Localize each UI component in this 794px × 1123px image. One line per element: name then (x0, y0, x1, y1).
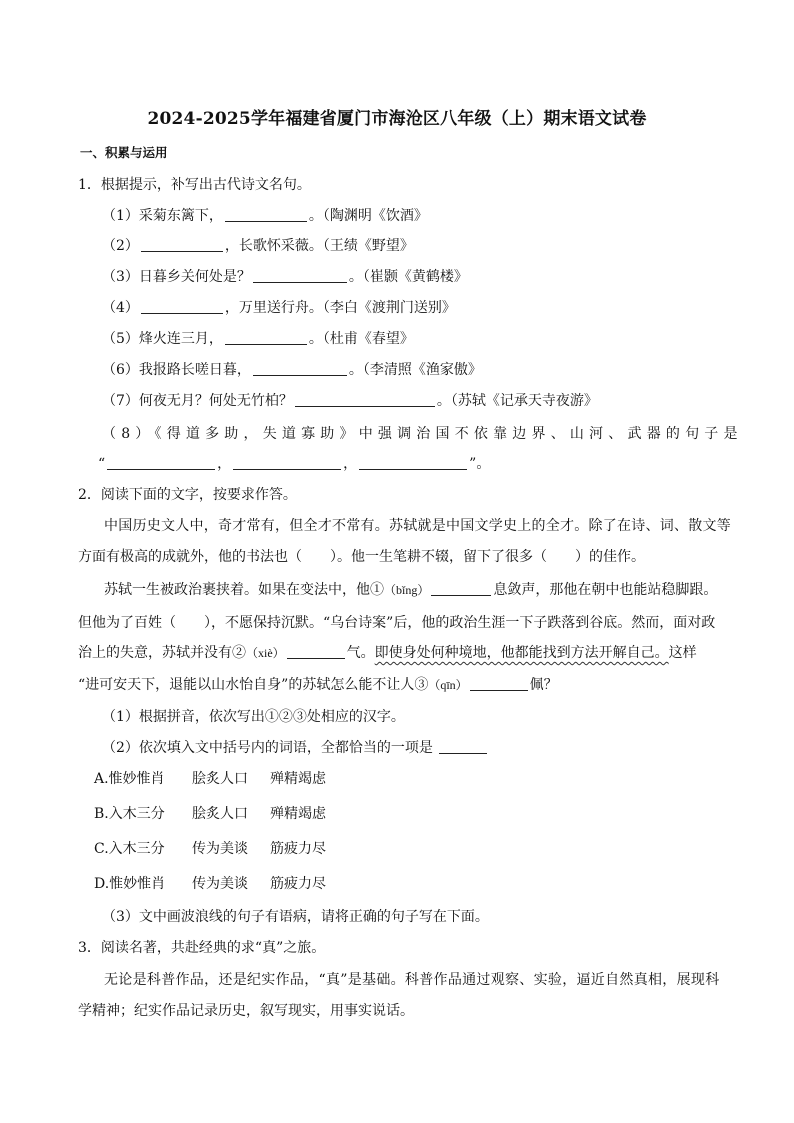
answer-blank[interactable] (470, 676, 528, 691)
q2-sub-2 (102, 738, 489, 758)
wavy-underlined-sentence: 即使身处何种境地，他都能找到方法开解自己。 (374, 645, 669, 661)
q2-sub-1: （1）根据拼音，依次写出①②③处相应的汉字。 (102, 709, 405, 725)
q1-item-2 (102, 236, 414, 256)
option-word: 筋疲力尽 (270, 876, 326, 892)
option-a[interactable] (94, 769, 326, 789)
option-word: 传为美谈 (192, 876, 248, 892)
q2-para2-line2: 但他为了百姓（ ），不愿保持沉默。“乌台诗案”后，他的政治生涯一下子跌落到谷底。然而，面对政 (78, 615, 716, 631)
option-d[interactable] (94, 874, 326, 894)
text: 苏轼一生被政治裹挟着。如果在变法中，他 (104, 582, 370, 598)
q1-item-6 (102, 360, 482, 380)
option-word: 脍炙人口 (192, 771, 248, 787)
q2-para2-line3 (78, 643, 697, 663)
q1-item-2-post: ，长歌怀采薇。（王绩《野望》 (224, 238, 414, 254)
answer-blank[interactable] (141, 237, 223, 252)
comma: ， (343, 456, 358, 472)
q1-item-7-post: 。（苏轼《记承天寺夜游》 (436, 393, 598, 409)
text: “进可安天下，退能以山水怡自身”的苏轼怎么能不让人 (78, 677, 415, 693)
text: 这样 (668, 645, 697, 661)
answer-blank[interactable] (253, 361, 347, 376)
comma: ， (217, 456, 232, 472)
option-word: 脍炙人口 (192, 806, 248, 822)
pinyin-hint: （xiè） (246, 646, 285, 660)
q3-para1-line2: 学精神；纪实作品记录历史，叙写现实，用事实说话。 (78, 1003, 414, 1019)
option-label: B.入木三分 (94, 806, 165, 822)
q1-item-6-pre: （6）我报路长嗟日暮， (102, 362, 251, 378)
answer-blank[interactable] (107, 455, 215, 470)
answer-blank[interactable] (253, 268, 347, 283)
q1-item-5-post: 。（杜甫《春望》 (308, 331, 414, 347)
answer-blank[interactable] (141, 299, 223, 314)
pinyin-hint: （bǐng） (384, 583, 430, 597)
question-1-stem: 1．根据提示，补写出古代诗文名句。 (78, 177, 311, 193)
q2-sub-3: （3）文中画波浪线的句子有语病，请将正确的句子写在下面。 (102, 909, 489, 925)
text: 佩？ (529, 677, 558, 693)
answer-blank[interactable] (439, 739, 487, 754)
q2-para2-line4 (78, 675, 558, 695)
q1-item-8-line1: （8）《得道多助，失道寡助》中强调治国不依靠边界、山河、武器的句子是 (102, 426, 743, 442)
answer-blank[interactable] (431, 581, 491, 596)
q2-para2-line1 (104, 580, 717, 600)
text: 气。 (346, 645, 375, 661)
pinyin-hint: （qīn） (428, 678, 468, 692)
q1-item-7-pre: （7）何夜无月？何处无竹柏？ (102, 393, 293, 409)
answer-blank[interactable] (295, 392, 435, 407)
q1-item-1-post: 。（陶渊明《饮酒》 (308, 208, 428, 224)
open-quote: “ (98, 456, 106, 472)
answer-blank[interactable] (233, 455, 341, 470)
circled-mark-2: ② (232, 645, 246, 661)
circled-mark-3: ③ (414, 677, 429, 693)
question-2-stem: 2．阅读下面的文字，按要求作答。 (78, 487, 297, 503)
option-b[interactable] (94, 804, 326, 824)
page-title: 2024-2025学年福建省厦门市海沧区八年级（上）期末语文试卷 (147, 109, 647, 129)
q1-item-7 (102, 391, 598, 411)
circled-mark-1: ① (370, 582, 384, 598)
answer-blank[interactable] (225, 330, 307, 345)
q1-item-5 (102, 329, 414, 349)
q2-para1-line2: 方面有极高的成就外，他的书法也（ ）。他一生笔耕不辍，留下了很多（ ）的佳作。 (78, 549, 645, 565)
q1-item-6-post: 。（李清照《渔家傲》 (348, 362, 482, 378)
option-label: C.入木三分 (94, 841, 165, 857)
q1-item-3-post: 。（崔颢《黄鹤楼》 (348, 269, 468, 285)
q1-item-3-pre: （3）日暮乡关何处是？ (102, 269, 251, 285)
answer-blank[interactable] (287, 644, 345, 659)
q1-item-2-pre: （2） (102, 238, 139, 254)
text: 息敛声，那他在朝中也能站稳脚跟。 (493, 582, 718, 598)
q3-para1-line1: 无论是科普作品，还是纪实作品，“真”是基础。科普作品通过观察、实验，逼近自然真相，展现科 (104, 972, 720, 988)
answer-blank[interactable] (225, 207, 307, 222)
text: （2）依次填入文中括号内的词语，全都恰当的一项是 (102, 740, 433, 756)
option-word: 筋疲力尽 (270, 841, 326, 857)
question-3-stem: 3．阅读名著，共赴经典的求“真”之旅。 (78, 940, 326, 956)
q1-item-8-line2 (98, 454, 490, 474)
option-word: 传为美谈 (192, 841, 248, 857)
q1-item-4-pre: （4） (102, 300, 139, 316)
q1-item-4 (102, 298, 456, 318)
option-c[interactable] (94, 839, 326, 859)
answer-blank[interactable] (359, 455, 467, 470)
q2-para1-line1: 中国历史文人中，奇才常有，但全才不常有。苏轼就是中国文学史上的全才。除了在诗、词、散文等 (104, 518, 731, 534)
q1-item-1-pre: （1）采菊东篱下， (102, 208, 223, 224)
close-quote: ”。 (469, 456, 491, 472)
text: 治上的失意，苏轼并没有 (78, 645, 232, 661)
q1-item-1 (102, 206, 428, 226)
q1-item-5-pre: （5）烽火连三月， (102, 331, 223, 347)
option-label: A.惟妙惟肖 (94, 771, 165, 787)
section-heading: 一、积累与运用 (80, 145, 168, 160)
option-label: D.惟妙惟肖 (94, 876, 166, 892)
option-word: 殚精竭虑 (270, 771, 326, 787)
q1-item-3 (102, 267, 468, 287)
option-word: 殚精竭虑 (270, 806, 326, 822)
q1-item-4-post: ，万里送行舟。（李白《渡荆门送别》 (224, 300, 456, 316)
